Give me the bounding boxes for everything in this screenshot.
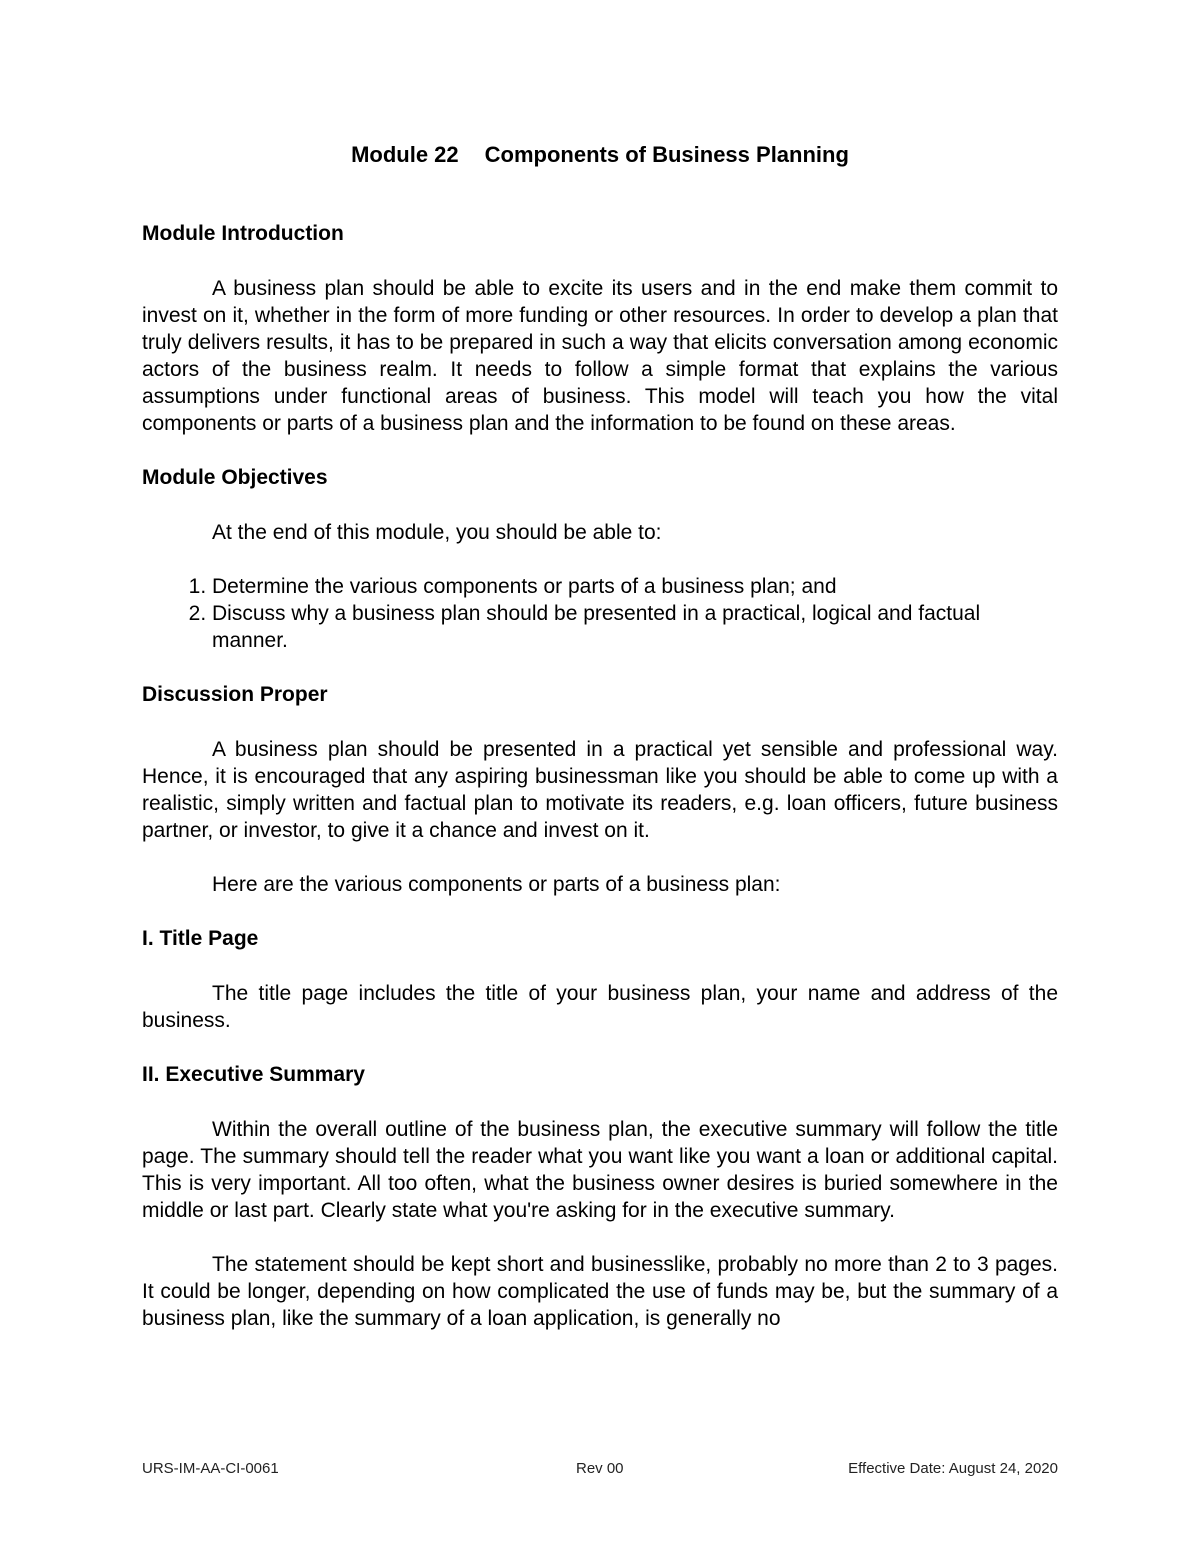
document-code: URS-IM-AA-CI-0061 bbox=[142, 1460, 279, 1477]
executive-summary-heading: II. Executive Summary bbox=[142, 1063, 365, 1086]
executive-summary-paragraph-2: The statement should be kept short and businesslike, probably no more than 2 to 3 pages. It could be longer, depending on how complicated the use of funds may be, but the summary of a business plan, like the summary of a loan application, is generally no bbox=[142, 1253, 1058, 1330]
module-number: Module 22 bbox=[351, 142, 459, 167]
objectives-heading: Module Objectives bbox=[142, 466, 328, 489]
module-title: Components of Business Planning bbox=[484, 142, 849, 167]
components-lead: Here are the various components or parts of a business plan: bbox=[212, 873, 781, 896]
title-page-paragraph: The title page includes the title of your business plan, your name and address of the business. bbox=[142, 982, 1058, 1032]
list-item: 1. Determine the various components or parts of a business plan; and bbox=[212, 573, 1058, 600]
executive-summary-paragraph-1: Within the overall outline of the business plan, the executive summary will follow the title page. The summary should tell the reader what you want like you want a loan or additional capital. This is very important. All too often, what the business owner desires is buried somewhere in the middle or last part. Clearly state what you're asking for in the executive summary. bbox=[142, 1118, 1058, 1222]
revision-number: Rev 00 bbox=[576, 1460, 624, 1477]
title-page-heading: I. Title Page bbox=[142, 927, 259, 950]
document-body bbox=[142, 220, 1058, 1332]
objectives-list bbox=[142, 573, 1058, 654]
list-item: 2. Discuss why a business plan should be presented in a practical, logical and factual manner. bbox=[212, 600, 1058, 654]
discussion-heading: Discussion Proper bbox=[142, 683, 328, 706]
effective-date: Effective Date: August 24, 2020 bbox=[848, 1460, 1058, 1477]
page-title bbox=[0, 142, 1200, 168]
discussion-paragraph: A business plan should be presented in a practical yet sensible and professional way. Hence, it is encouraged that any aspiring businessman like you should be able to come up with a realistic, simply written and factual plan to motivate its readers, e.g. loan officers, future business partner, or investor, to give it a chance and invest on it. bbox=[142, 738, 1058, 842]
intro-paragraph: A business plan should be able to excite its users and in the end make them commit to invest on it, whether in the form of more funding or other resources. In order to develop a plan that truly delivers results, it has to be prepared in such a way that elicits conversation among economic actors of the business realm. It needs to follow a simple format that explains the various assumptions under functional areas of business. This model will teach you how the vital components or parts of a business plan and the information to be found on these areas. bbox=[142, 277, 1058, 435]
objectives-lead: At the end of this module, you should be able to: bbox=[212, 521, 662, 544]
intro-heading: Module Introduction bbox=[142, 222, 344, 245]
